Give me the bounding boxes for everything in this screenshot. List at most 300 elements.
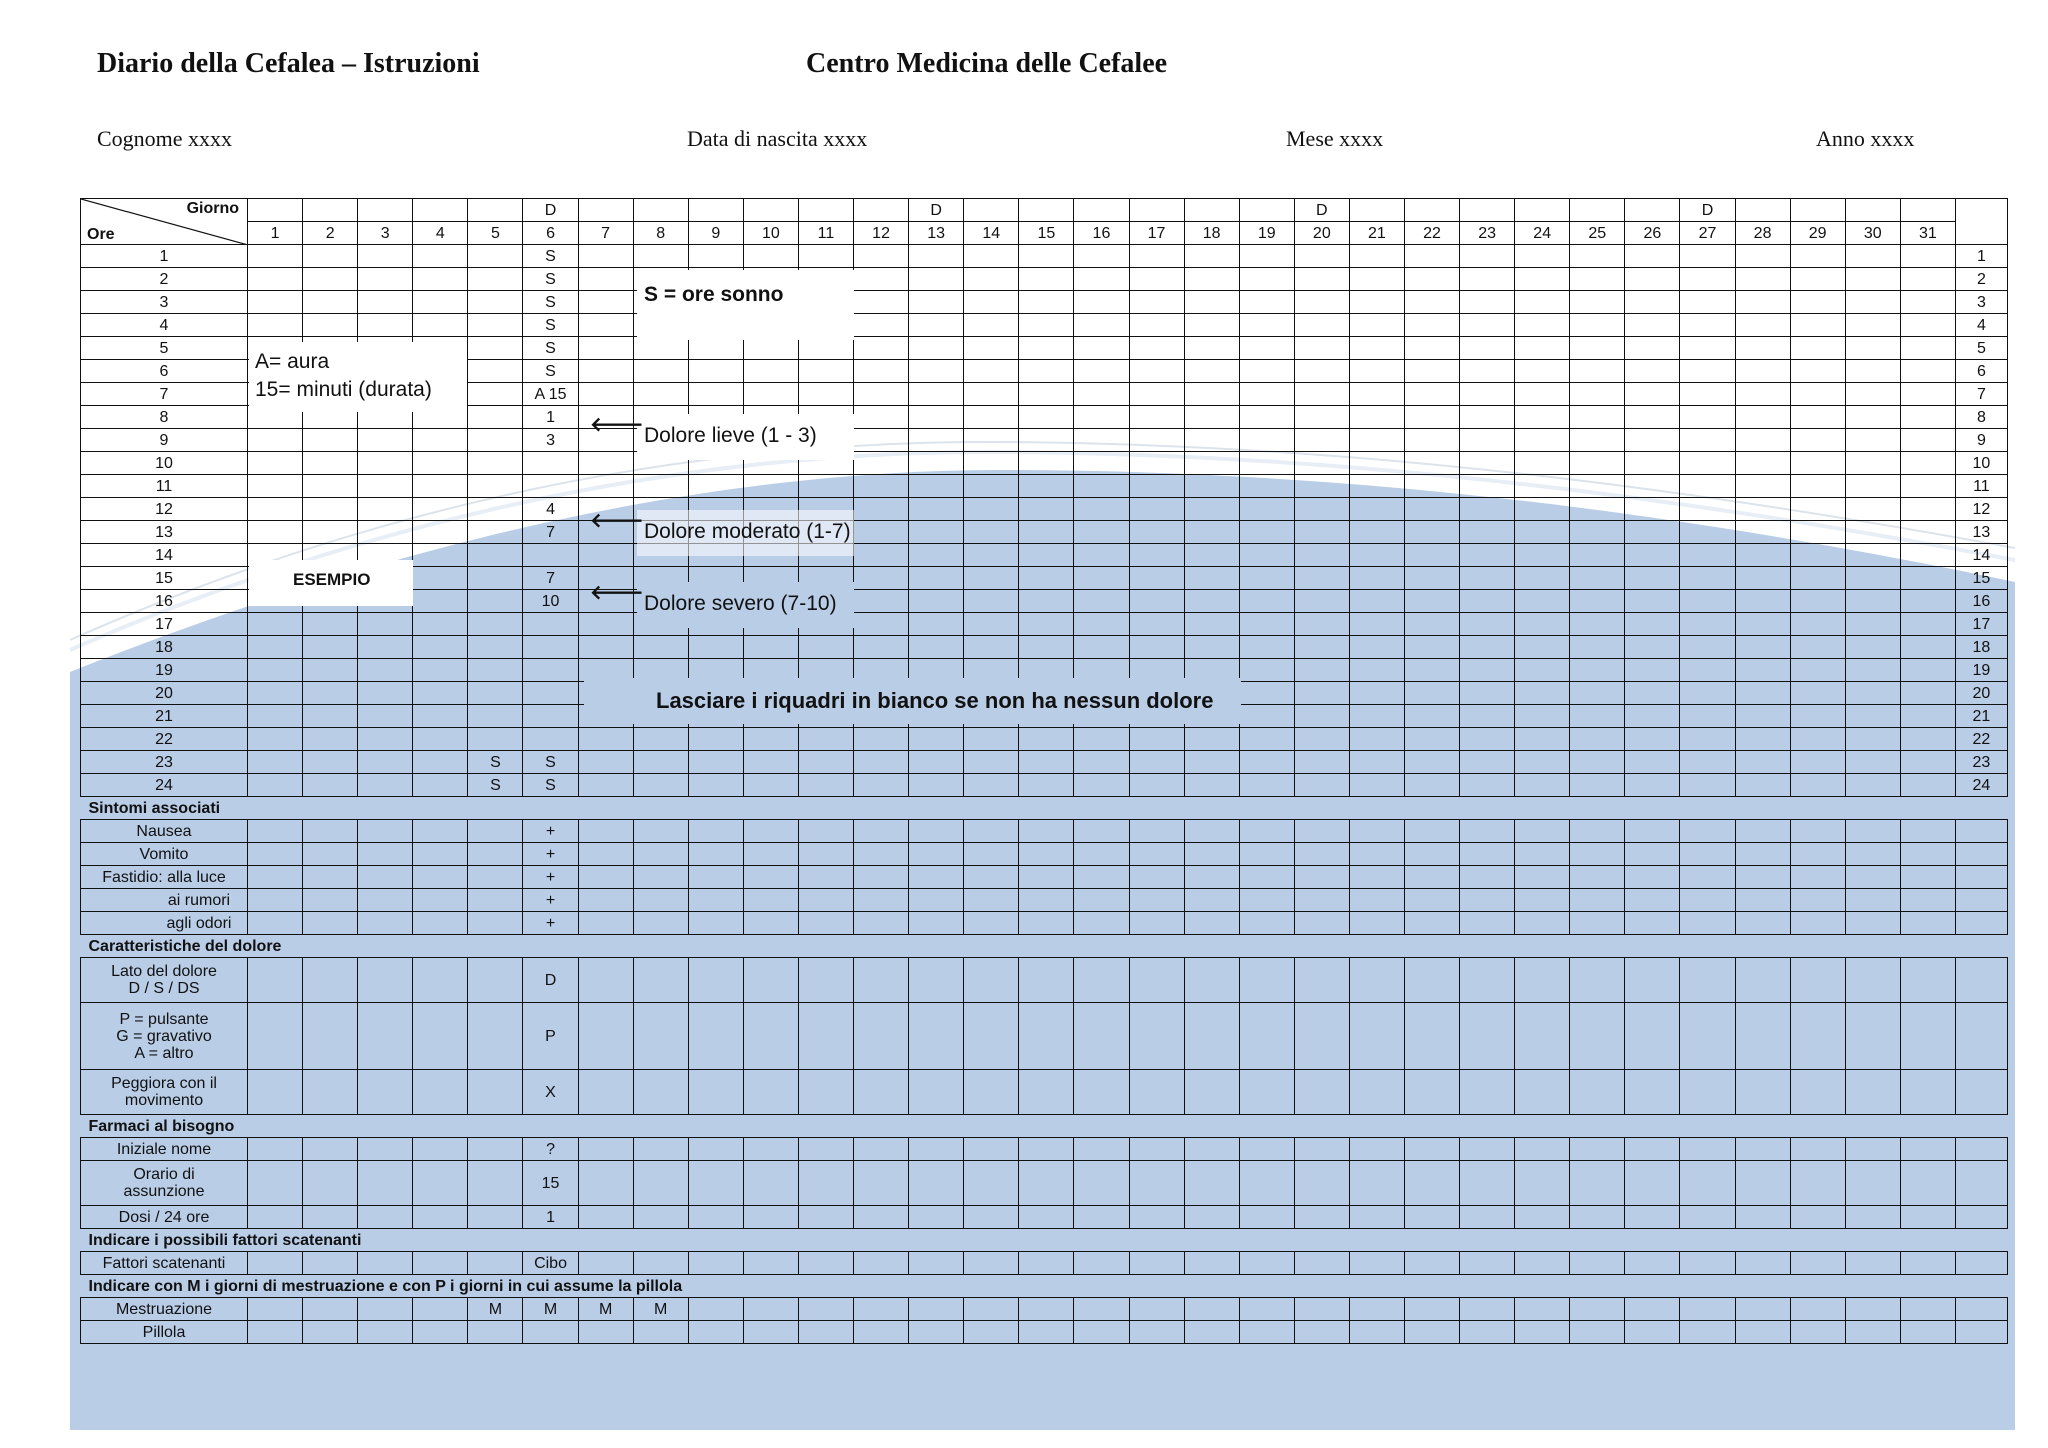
entry-cell xyxy=(1184,751,1239,774)
entry-cell xyxy=(1349,728,1404,751)
entry-cell xyxy=(358,429,413,452)
entry-cell xyxy=(909,475,964,498)
hour-label-right: 22 xyxy=(1955,728,2007,751)
entry-cell xyxy=(1294,245,1349,268)
day-marker xyxy=(1074,199,1129,222)
section-row xyxy=(81,912,2008,935)
entry-cell xyxy=(1184,728,1239,751)
entry-cell xyxy=(1184,406,1239,429)
entry-cell xyxy=(523,475,578,498)
entry-cell xyxy=(1184,383,1239,406)
row-label xyxy=(81,820,248,843)
entry-cell xyxy=(1349,544,1404,567)
entry-cell xyxy=(743,1161,798,1206)
entry-cell xyxy=(1900,567,1955,590)
entry-cell xyxy=(1845,337,1900,360)
entry-cell xyxy=(248,1206,303,1229)
entry-cell xyxy=(1460,1003,1515,1070)
entry-cell xyxy=(1735,613,1790,636)
entry-cell xyxy=(1845,1321,1900,1344)
entry-cell xyxy=(1129,452,1184,475)
row-label-text: Dosi / 24 ore xyxy=(118,1208,210,1226)
entry-cell xyxy=(633,728,688,751)
entry-cell xyxy=(1349,751,1404,774)
entry-cell xyxy=(688,475,743,498)
day-marker xyxy=(798,199,853,222)
entry-cell xyxy=(1460,889,1515,912)
entry-cell xyxy=(358,682,413,705)
entry-cell xyxy=(1735,429,1790,452)
entry-cell xyxy=(1900,751,1955,774)
section-title-row xyxy=(81,797,2008,820)
hour-label: 1 xyxy=(81,245,248,268)
entry-cell xyxy=(413,245,468,268)
entry-cell xyxy=(1239,866,1294,889)
entry-cell xyxy=(1515,1070,1570,1115)
entry-cell xyxy=(1074,636,1129,659)
entry-cell xyxy=(1460,1252,1515,1275)
example-cell: 10 xyxy=(523,590,578,613)
entry-cell xyxy=(1460,314,1515,337)
example-cell: A 15 xyxy=(523,383,578,406)
entry-cell xyxy=(964,521,1019,544)
entry-cell xyxy=(1129,1003,1184,1070)
entry-cell xyxy=(1349,774,1404,797)
entry-cell xyxy=(854,728,909,751)
entry-cell xyxy=(1184,1206,1239,1229)
entry-cell xyxy=(1955,1206,2007,1229)
entry-cell xyxy=(1184,314,1239,337)
entry-cell xyxy=(1294,429,1349,452)
entry-cell xyxy=(1625,291,1680,314)
section-title: Farmaci al bisogno xyxy=(88,1117,235,1135)
entry-cell xyxy=(1515,544,1570,567)
entry-cell xyxy=(1570,1206,1625,1229)
day-number: 9 xyxy=(688,222,743,245)
entry-cell xyxy=(248,1003,303,1070)
entry-cell xyxy=(413,452,468,475)
entry-cell xyxy=(1074,544,1129,567)
entry-cell xyxy=(1735,1070,1790,1115)
entry-cell xyxy=(1790,1321,1845,1344)
entry-cell xyxy=(1790,843,1845,866)
entry-cell xyxy=(688,843,743,866)
entry-cell xyxy=(1239,613,1294,636)
entry-cell xyxy=(1680,1161,1735,1206)
entry-cell xyxy=(1735,751,1790,774)
entry-cell xyxy=(303,475,358,498)
blank-instruction-text: Lasciare i riquadri in bianco se non ha nessun dolore xyxy=(656,688,1214,713)
entry-cell xyxy=(743,889,798,912)
day-number: 13 xyxy=(909,222,964,245)
entry-cell xyxy=(743,751,798,774)
entry-cell xyxy=(688,1161,743,1206)
entry-cell xyxy=(854,1206,909,1229)
entry-cell xyxy=(1570,1070,1625,1115)
entry-cell xyxy=(1019,452,1074,475)
entry-cell xyxy=(743,636,798,659)
entry-cell xyxy=(468,889,523,912)
entry-cell xyxy=(1955,843,2007,866)
entry-cell xyxy=(1239,912,1294,935)
entry-cell xyxy=(909,1161,964,1206)
entry-cell xyxy=(1019,774,1074,797)
day-number: 2 xyxy=(303,222,358,245)
severe-pain-text: Dolore severo (7-10) xyxy=(644,592,837,615)
entry-cell xyxy=(1349,636,1404,659)
entry-cell xyxy=(468,590,523,613)
entry-cell xyxy=(1239,1298,1294,1321)
entry-cell xyxy=(1625,429,1680,452)
blank-header-cell xyxy=(1955,199,2007,245)
hour-label: 8 xyxy=(81,406,248,429)
entry-cell xyxy=(964,475,1019,498)
entry-cell xyxy=(413,590,468,613)
entry-cell xyxy=(1845,1206,1900,1229)
entry-cell xyxy=(1074,498,1129,521)
entry-cell xyxy=(1239,245,1294,268)
entry-cell xyxy=(909,245,964,268)
entry-cell xyxy=(248,820,303,843)
entry-cell xyxy=(248,1138,303,1161)
entry-cell xyxy=(1019,958,1074,1003)
section-title-row xyxy=(81,1229,2008,1252)
entry-cell xyxy=(1790,360,1845,383)
entry-cell xyxy=(798,1138,853,1161)
entry-cell xyxy=(303,245,358,268)
entry-cell xyxy=(1625,843,1680,866)
hour-label: 19 xyxy=(81,659,248,682)
entry-cell xyxy=(1294,1161,1349,1206)
entry-cell xyxy=(1955,958,2007,1003)
entry-cell xyxy=(1625,544,1680,567)
entry-cell xyxy=(1294,567,1349,590)
entry-cell xyxy=(578,1252,633,1275)
entry-cell xyxy=(1680,1138,1735,1161)
entry-cell xyxy=(798,383,853,406)
entry-cell xyxy=(1129,360,1184,383)
hour-label: 11 xyxy=(81,475,248,498)
section-title: Indicare i possibili fattori scatenanti xyxy=(88,1231,362,1249)
entry-cell xyxy=(413,567,468,590)
entry-cell xyxy=(1680,498,1735,521)
entry-cell xyxy=(1900,268,1955,291)
entry-cell xyxy=(688,636,743,659)
entry-cell xyxy=(1680,268,1735,291)
entry-cell xyxy=(1515,406,1570,429)
entry-cell xyxy=(1900,521,1955,544)
entry-cell xyxy=(1680,843,1735,866)
entry-cell xyxy=(413,1003,468,1070)
hour-label-right: 15 xyxy=(1955,567,2007,590)
entry-cell xyxy=(1239,452,1294,475)
entry-cell xyxy=(358,751,413,774)
entry-cell xyxy=(1239,1003,1294,1070)
entry-cell xyxy=(1019,728,1074,751)
entry-cell xyxy=(1570,728,1625,751)
entry-cell xyxy=(1625,521,1680,544)
entry-cell xyxy=(1129,475,1184,498)
entry-cell xyxy=(1460,820,1515,843)
entry-cell xyxy=(1625,820,1680,843)
entry-cell xyxy=(1129,636,1184,659)
entry-cell xyxy=(909,590,964,613)
day-number: 17 xyxy=(1129,222,1184,245)
day-number: 25 xyxy=(1570,222,1625,245)
entry-cell xyxy=(468,843,523,866)
entry-cell xyxy=(1129,521,1184,544)
entry-cell xyxy=(1845,682,1900,705)
hour-row xyxy=(81,429,2008,452)
entry-cell xyxy=(1349,613,1404,636)
entry-cell xyxy=(303,682,358,705)
entry-cell xyxy=(1900,406,1955,429)
entry-cell xyxy=(1515,1138,1570,1161)
entry-cell xyxy=(1680,682,1735,705)
entry-cell xyxy=(1735,314,1790,337)
entry-cell xyxy=(964,613,1019,636)
entry-cell xyxy=(1239,1161,1294,1206)
hour-label: 10 xyxy=(81,452,248,475)
entry-cell xyxy=(798,360,853,383)
section-row xyxy=(81,820,2008,843)
entry-cell xyxy=(358,521,413,544)
entry-cell xyxy=(1790,1252,1845,1275)
entry-cell xyxy=(1019,636,1074,659)
entry-cell xyxy=(1239,705,1294,728)
entry-cell xyxy=(1625,1298,1680,1321)
entry-cell xyxy=(1129,774,1184,797)
entry-cell xyxy=(248,1252,303,1275)
entry-cell xyxy=(1570,774,1625,797)
entry-cell xyxy=(743,1206,798,1229)
entry-cell xyxy=(854,360,909,383)
entry-cell xyxy=(1294,521,1349,544)
day-marker xyxy=(1239,199,1294,222)
hour-label: 22 xyxy=(81,728,248,751)
day-number: 24 xyxy=(1515,222,1570,245)
entry-cell: + xyxy=(523,912,578,935)
entry-cell xyxy=(578,866,633,889)
hour-label-right: 8 xyxy=(1955,406,2007,429)
entry-cell xyxy=(1955,1003,2007,1070)
entry-cell xyxy=(468,1321,523,1344)
entry-cell xyxy=(1404,429,1459,452)
entry-cell xyxy=(1074,245,1129,268)
entry-cell xyxy=(1404,728,1459,751)
entry-cell xyxy=(633,912,688,935)
entry-cell xyxy=(1294,590,1349,613)
entry-cell xyxy=(798,1070,853,1115)
entry-cell xyxy=(964,1206,1019,1229)
entry-cell xyxy=(1900,337,1955,360)
row-label-text: Iniziale nome xyxy=(116,1140,212,1158)
example-cell: S xyxy=(523,291,578,314)
entry-cell xyxy=(854,958,909,1003)
entry-cell xyxy=(1735,268,1790,291)
hour-label-right: 23 xyxy=(1955,751,2007,774)
entry-cell xyxy=(468,728,523,751)
entry-cell xyxy=(1845,475,1900,498)
entry-cell xyxy=(468,912,523,935)
entry-cell xyxy=(964,774,1019,797)
entry-cell xyxy=(633,636,688,659)
row-label-text: Fastidio: alla luce xyxy=(102,868,226,886)
entry-cell xyxy=(1184,1138,1239,1161)
entry-cell xyxy=(798,1252,853,1275)
entry-cell xyxy=(1680,1252,1735,1275)
entry-cell xyxy=(1074,337,1129,360)
entry-cell xyxy=(1735,866,1790,889)
entry-cell xyxy=(1019,406,1074,429)
entry-cell xyxy=(1790,567,1845,590)
entry-cell xyxy=(1680,337,1735,360)
entry-cell: 1 xyxy=(523,1206,578,1229)
entry-cell xyxy=(633,1206,688,1229)
entry-cell xyxy=(1735,728,1790,751)
day-marker xyxy=(633,199,688,222)
hour-label: 9 xyxy=(81,429,248,452)
day-marker xyxy=(1019,199,1074,222)
entry-cell xyxy=(1349,889,1404,912)
entry-cell xyxy=(854,1321,909,1344)
example-cell: 7 xyxy=(523,567,578,590)
entry-cell xyxy=(854,751,909,774)
entry-cell xyxy=(1790,774,1845,797)
entry-cell xyxy=(743,728,798,751)
entry-cell xyxy=(358,1252,413,1275)
hour-label: 17 xyxy=(81,613,248,636)
entry-cell xyxy=(1735,1252,1790,1275)
entry-cell xyxy=(248,1070,303,1115)
entry-cell xyxy=(358,268,413,291)
entry-cell xyxy=(1625,590,1680,613)
entry-cell xyxy=(1074,268,1129,291)
entry-cell xyxy=(578,314,633,337)
day-number: 4 xyxy=(413,222,468,245)
entry-cell xyxy=(964,820,1019,843)
entry-cell xyxy=(688,912,743,935)
entry-cell xyxy=(578,912,633,935)
entry-cell xyxy=(468,659,523,682)
entry-cell xyxy=(303,613,358,636)
entry-cell xyxy=(248,728,303,751)
entry-cell xyxy=(1404,360,1459,383)
row-label-text: Nausea xyxy=(136,822,192,840)
entry-cell xyxy=(1019,1003,1074,1070)
entry-cell xyxy=(1460,659,1515,682)
entry-cell: + xyxy=(523,889,578,912)
entry-cell xyxy=(1625,1206,1680,1229)
entry-cell xyxy=(854,521,909,544)
entry-cell xyxy=(1019,843,1074,866)
entry-cell xyxy=(468,613,523,636)
entry-cell xyxy=(1404,1298,1459,1321)
entry-cell xyxy=(909,843,964,866)
hour-label: 7 xyxy=(81,383,248,406)
entry-cell xyxy=(1349,521,1404,544)
entry-cell: + xyxy=(523,820,578,843)
entry-cell xyxy=(1735,498,1790,521)
entry-cell xyxy=(1019,1206,1074,1229)
entry-cell xyxy=(1735,452,1790,475)
entry-cell xyxy=(1349,820,1404,843)
entry-cell xyxy=(854,314,909,337)
entry-cell xyxy=(1845,728,1900,751)
entry-cell xyxy=(964,912,1019,935)
entry-cell xyxy=(1019,498,1074,521)
aura-note-line1: A= aura xyxy=(255,350,330,373)
entry-cell xyxy=(1404,659,1459,682)
moderate-pain-text: Dolore moderato (1-7) xyxy=(644,520,851,543)
entry-cell xyxy=(909,291,964,314)
entry-cell xyxy=(1349,406,1404,429)
entry-cell xyxy=(1349,429,1404,452)
entry-cell xyxy=(1845,245,1900,268)
entry-cell xyxy=(909,958,964,1003)
entry-cell xyxy=(1570,291,1625,314)
entry-cell xyxy=(1184,820,1239,843)
sunday-marker: D xyxy=(1294,199,1349,222)
entry-cell xyxy=(1184,337,1239,360)
entry-cell xyxy=(1184,521,1239,544)
section-row xyxy=(81,843,2008,866)
entry-cell xyxy=(1349,866,1404,889)
entry-cell xyxy=(1625,636,1680,659)
entry-cell xyxy=(303,498,358,521)
entry-cell xyxy=(1900,843,1955,866)
entry-cell xyxy=(303,912,358,935)
entry-cell xyxy=(1019,889,1074,912)
entry-cell xyxy=(909,774,964,797)
day-number: 23 xyxy=(1460,222,1515,245)
entry-cell xyxy=(633,1070,688,1115)
entry-cell xyxy=(1845,1161,1900,1206)
day-number: 19 xyxy=(1239,222,1294,245)
entry-cell xyxy=(248,1298,303,1321)
entry-cell xyxy=(248,889,303,912)
entry-cell xyxy=(1294,751,1349,774)
entry-cell xyxy=(1680,245,1735,268)
hour-label: 18 xyxy=(81,636,248,659)
day-marker xyxy=(1515,199,1570,222)
entry-cell xyxy=(798,820,853,843)
entry-cell xyxy=(854,912,909,935)
entry-cell: X xyxy=(523,1070,578,1115)
entry-cell xyxy=(1515,452,1570,475)
entry-cell xyxy=(1845,843,1900,866)
entry-cell xyxy=(1294,889,1349,912)
entry-cell xyxy=(1845,1003,1900,1070)
entry-cell xyxy=(248,866,303,889)
entry-cell xyxy=(1900,866,1955,889)
entry-cell xyxy=(1239,429,1294,452)
section-title: Sintomi associati xyxy=(88,799,221,817)
entry-cell xyxy=(1570,659,1625,682)
entry-cell xyxy=(303,958,358,1003)
entry-cell xyxy=(1074,1298,1129,1321)
entry-cell xyxy=(1515,728,1570,751)
entry-cell xyxy=(413,751,468,774)
day-number: 15 xyxy=(1019,222,1074,245)
day-marker xyxy=(1625,199,1680,222)
entry-cell xyxy=(468,1003,523,1070)
entry-cell xyxy=(1294,360,1349,383)
entry-cell xyxy=(1019,1138,1074,1161)
entry-cell xyxy=(1900,360,1955,383)
entry-cell xyxy=(909,544,964,567)
entry-cell xyxy=(909,1321,964,1344)
